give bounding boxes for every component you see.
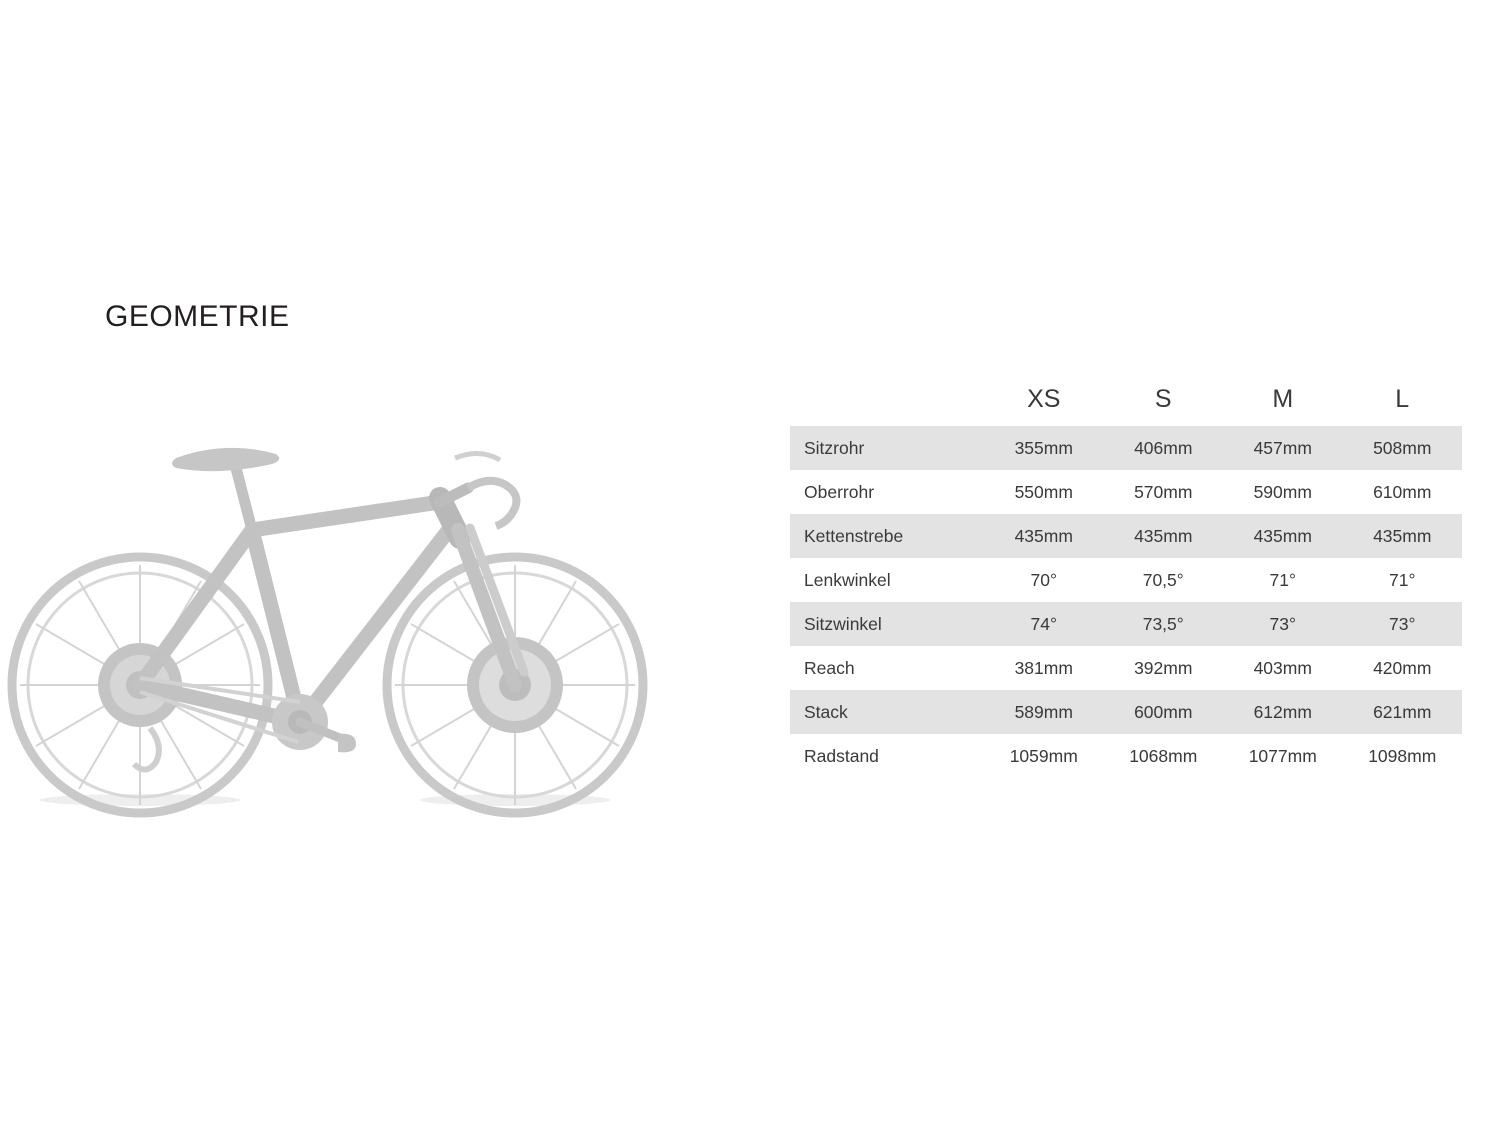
cell-xs: 435mm xyxy=(984,514,1104,558)
cell-l: 508mm xyxy=(1343,426,1463,470)
row-label: Kettenstrebe xyxy=(790,514,984,558)
geometry-table xyxy=(790,372,1462,778)
cell-m: 457mm xyxy=(1223,426,1343,470)
table-header-row xyxy=(790,372,1462,426)
cell-m: 590mm xyxy=(1223,470,1343,514)
header-cell-l: L xyxy=(1343,372,1463,426)
table-row xyxy=(790,690,1462,734)
cell-s: 73,5° xyxy=(1104,602,1224,646)
table-row xyxy=(790,426,1462,470)
table-row xyxy=(790,602,1462,646)
cell-m: 1077mm xyxy=(1223,734,1343,778)
row-label: Oberrohr xyxy=(790,470,984,514)
table-body xyxy=(790,426,1462,778)
row-label: Stack xyxy=(790,690,984,734)
cell-m: 612mm xyxy=(1223,690,1343,734)
cell-s: 392mm xyxy=(1104,646,1224,690)
cell-l: 420mm xyxy=(1343,646,1463,690)
header-cell-measure xyxy=(790,372,984,426)
cell-m: 73° xyxy=(1223,602,1343,646)
cell-xs: 1059mm xyxy=(984,734,1104,778)
bicycle-illustration xyxy=(0,410,700,830)
page-title: GEOMETRIE xyxy=(105,300,290,333)
cell-s: 600mm xyxy=(1104,690,1224,734)
geometry-table-container xyxy=(790,372,1462,778)
header-cell-m: M xyxy=(1223,372,1343,426)
table-header xyxy=(790,372,1462,426)
cell-m: 403mm xyxy=(1223,646,1343,690)
cell-l: 621mm xyxy=(1343,690,1463,734)
cell-l: 610mm xyxy=(1343,470,1463,514)
table-row xyxy=(790,514,1462,558)
table-row xyxy=(790,734,1462,778)
cell-l: 1098mm xyxy=(1343,734,1463,778)
cell-s: 435mm xyxy=(1104,514,1224,558)
cell-xs: 70° xyxy=(984,558,1104,602)
cell-s: 406mm xyxy=(1104,426,1224,470)
cell-l: 435mm xyxy=(1343,514,1463,558)
table-row xyxy=(790,646,1462,690)
row-label: Radstand xyxy=(790,734,984,778)
row-label: Sitzwinkel xyxy=(790,602,984,646)
cell-xs: 589mm xyxy=(984,690,1104,734)
header-cell-s: S xyxy=(1104,372,1224,426)
table-row xyxy=(790,470,1462,514)
table-row xyxy=(790,558,1462,602)
row-label: Sitzrohr xyxy=(790,426,984,470)
cell-xs: 550mm xyxy=(984,470,1104,514)
cell-s: 570mm xyxy=(1104,470,1224,514)
cell-xs: 381mm xyxy=(984,646,1104,690)
row-label: Reach xyxy=(790,646,984,690)
cell-l: 71° xyxy=(1343,558,1463,602)
cell-xs: 74° xyxy=(984,602,1104,646)
cell-s: 70,5° xyxy=(1104,558,1224,602)
cell-m: 435mm xyxy=(1223,514,1343,558)
cell-xs: 355mm xyxy=(984,426,1104,470)
header-cell-xs: XS xyxy=(984,372,1104,426)
cell-m: 71° xyxy=(1223,558,1343,602)
row-label: Lenkwinkel xyxy=(790,558,984,602)
cell-s: 1068mm xyxy=(1104,734,1224,778)
cell-l: 73° xyxy=(1343,602,1463,646)
